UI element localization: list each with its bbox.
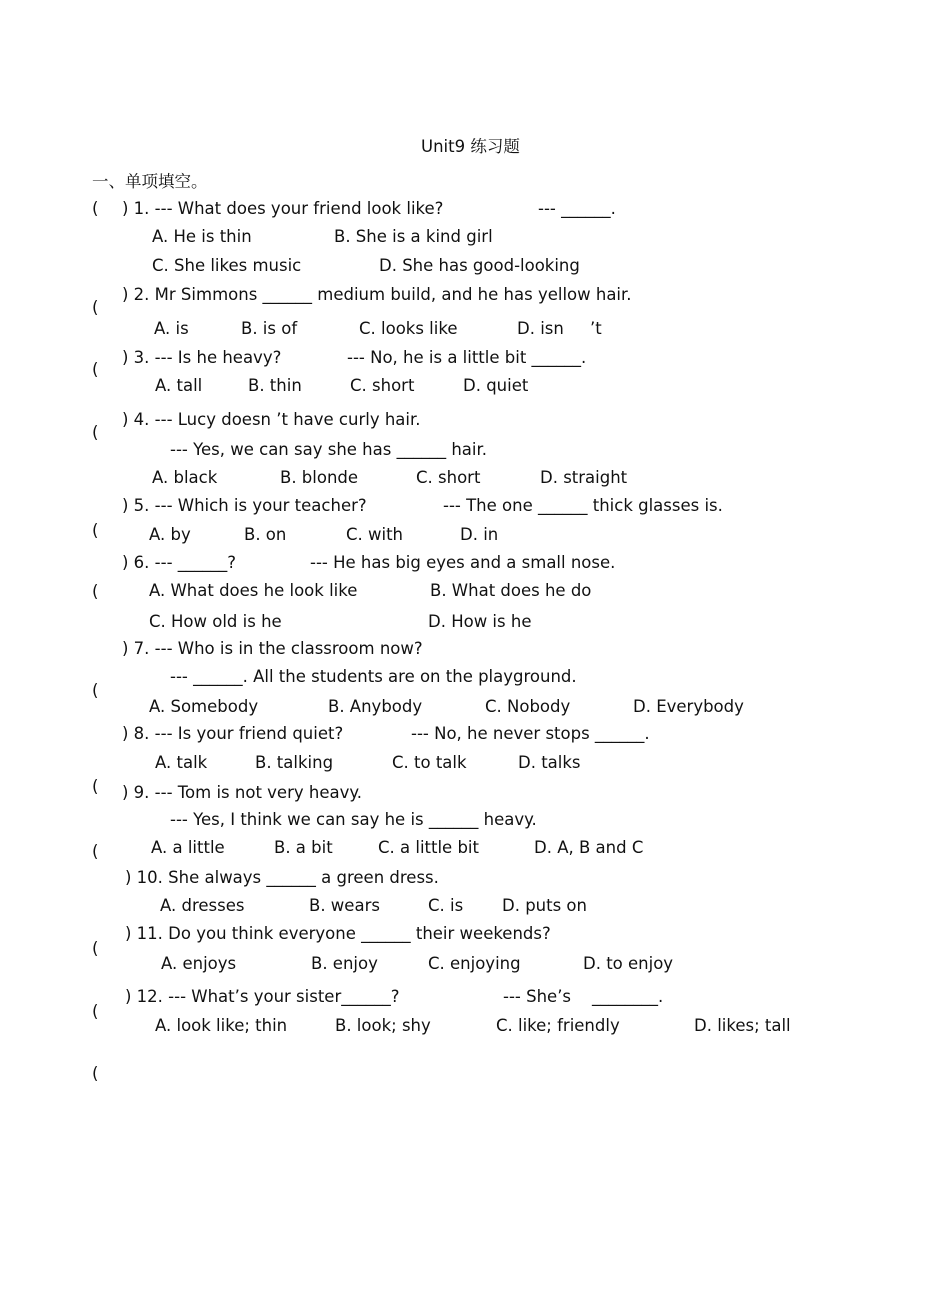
question-4-option-b: B. blonde bbox=[280, 468, 359, 487]
question-10-option-a: A. dresses bbox=[160, 896, 245, 915]
question-2-stem: ) 2. Mr Simmons ______ medium build, and he has yellow hair. bbox=[122, 285, 632, 304]
question-1-option-a: A. He is thin bbox=[152, 227, 252, 246]
question-6-option-d: D. How is he bbox=[428, 612, 532, 631]
question-1-option-d: D. She has good-looking bbox=[379, 256, 580, 275]
question-7-stem: ) 7. --- Who is in the classroom now? bbox=[122, 639, 423, 658]
question-5-option-b: B. on bbox=[244, 525, 287, 544]
question-8-option-c: C. to talk bbox=[392, 753, 467, 772]
question-2-option-a: A. is bbox=[154, 319, 189, 338]
answer-paren: ( bbox=[92, 199, 99, 218]
page-title: Unit9 练习题 bbox=[421, 137, 520, 156]
answer-paren: ( bbox=[92, 1002, 99, 1021]
question-9-option-c: C. a little bit bbox=[378, 838, 479, 857]
answer-paren: ( bbox=[92, 777, 99, 796]
section-heading: 一、单项填空。 bbox=[92, 172, 208, 191]
answer-paren: ( bbox=[92, 423, 99, 442]
question-4-option-c: C. short bbox=[416, 468, 481, 487]
question-6-option-c: C. How old is he bbox=[149, 612, 282, 631]
question-11-option-d: D. to enjoy bbox=[583, 954, 674, 973]
answer-paren: ( bbox=[92, 582, 99, 601]
question-4-reply: --- Yes, we can say she has ______ hair. bbox=[170, 440, 487, 459]
question-4-stem: ) 4. --- Lucy doesn ’t have curly hair. bbox=[122, 410, 421, 429]
question-2-option-b: B. is of bbox=[241, 319, 298, 338]
question-6-reply: --- He has big eyes and a small nose. bbox=[310, 553, 616, 572]
question-9-option-b: B. a bit bbox=[274, 838, 333, 857]
question-9-stem: ) 9. --- Tom is not very heavy. bbox=[122, 783, 363, 802]
question-7-option-a: A. Somebody bbox=[149, 697, 259, 716]
question-6-stem: ) 6. --- ______? bbox=[122, 553, 237, 572]
answer-paren: ( bbox=[92, 939, 99, 958]
question-3-reply: --- No, he is a little bit ______. bbox=[347, 348, 587, 367]
question-9-option-a: A. a little bbox=[151, 838, 225, 857]
question-10-option-d: D. puts on bbox=[502, 896, 587, 915]
question-5-reply: --- The one ______ thick glasses is. bbox=[443, 496, 723, 515]
answer-paren: ( bbox=[92, 681, 99, 700]
answer-paren: ( bbox=[92, 842, 99, 861]
question-3-option-c: C. short bbox=[350, 376, 415, 395]
answer-paren: ( bbox=[92, 298, 99, 317]
question-4-option-d: D. straight bbox=[540, 468, 628, 487]
question-5-stem: ) 5. --- Which is your teacher? bbox=[122, 496, 367, 515]
question-12-stem: ) 12. --- What’s your sister______? bbox=[125, 987, 400, 1006]
question-5-option-c: C. with bbox=[346, 525, 404, 544]
question-3-option-b: B. thin bbox=[248, 376, 302, 395]
question-1-reply: --- ______. bbox=[538, 199, 616, 218]
question-6-option-a: A. What does he look like bbox=[149, 581, 358, 600]
answer-paren: ( bbox=[92, 360, 99, 379]
question-5-option-d: D. in bbox=[460, 525, 499, 544]
question-1-option-c: C. She likes music bbox=[152, 256, 302, 275]
question-12-option-b: B. look; shy bbox=[335, 1016, 431, 1035]
question-7-option-d: D. Everybody bbox=[633, 697, 744, 716]
question-1-option-b: B. She is a kind girl bbox=[334, 227, 493, 246]
question-12-option-a: A. look like; thin bbox=[155, 1016, 288, 1035]
question-10-stem: ) 10. She always ______ a green dress. bbox=[125, 868, 439, 887]
question-11-option-b: B. enjoy bbox=[311, 954, 378, 973]
question-1-stem: ) 1. --- What does your friend look like? bbox=[122, 199, 444, 218]
question-8-stem: ) 8. --- Is your friend quiet? bbox=[122, 724, 344, 743]
question-5-option-a: A. by bbox=[149, 525, 191, 544]
question-4-option-a: A. black bbox=[152, 468, 218, 487]
answer-paren: ( bbox=[92, 521, 99, 540]
question-2-option-d: D. isn ’t bbox=[517, 319, 602, 338]
question-6-option-b: B. What does he do bbox=[430, 581, 592, 600]
question-9-option-d: D. A, B and C bbox=[534, 838, 644, 857]
question-10-option-c: C. is bbox=[428, 896, 464, 915]
question-8-option-d: D. talks bbox=[518, 753, 581, 772]
question-9-reply: --- Yes, I think we can say he is ______ heavy. bbox=[170, 810, 537, 829]
question-8-option-a: A. talk bbox=[155, 753, 208, 772]
question-3-option-a: A. tall bbox=[155, 376, 203, 395]
question-7-reply: --- ______. All the students are on the playground. bbox=[170, 667, 577, 686]
question-11-option-a: A. enjoys bbox=[161, 954, 237, 973]
question-7-option-b: B. Anybody bbox=[328, 697, 423, 716]
question-12-reply: --- She’s ________. bbox=[503, 987, 664, 1006]
question-12-option-d: D. likes; tall bbox=[694, 1016, 791, 1035]
question-11-stem: ) 11. Do you think everyone ______ their weekends? bbox=[125, 924, 551, 943]
question-8-option-b: B. talking bbox=[255, 753, 334, 772]
question-12-option-c: C. like; friendly bbox=[496, 1016, 620, 1035]
question-8-reply: --- No, he never stops ______. bbox=[411, 724, 650, 743]
question-7-option-c: C. Nobody bbox=[485, 697, 571, 716]
question-11-option-c: C. enjoying bbox=[428, 954, 521, 973]
question-10-option-b: B. wears bbox=[309, 896, 380, 915]
question-3-option-d: D. quiet bbox=[463, 376, 529, 395]
answer-paren: ( bbox=[92, 1064, 99, 1083]
question-3-stem: ) 3. --- Is he heavy? bbox=[122, 348, 282, 367]
question-2-option-c: C. looks like bbox=[359, 319, 458, 338]
